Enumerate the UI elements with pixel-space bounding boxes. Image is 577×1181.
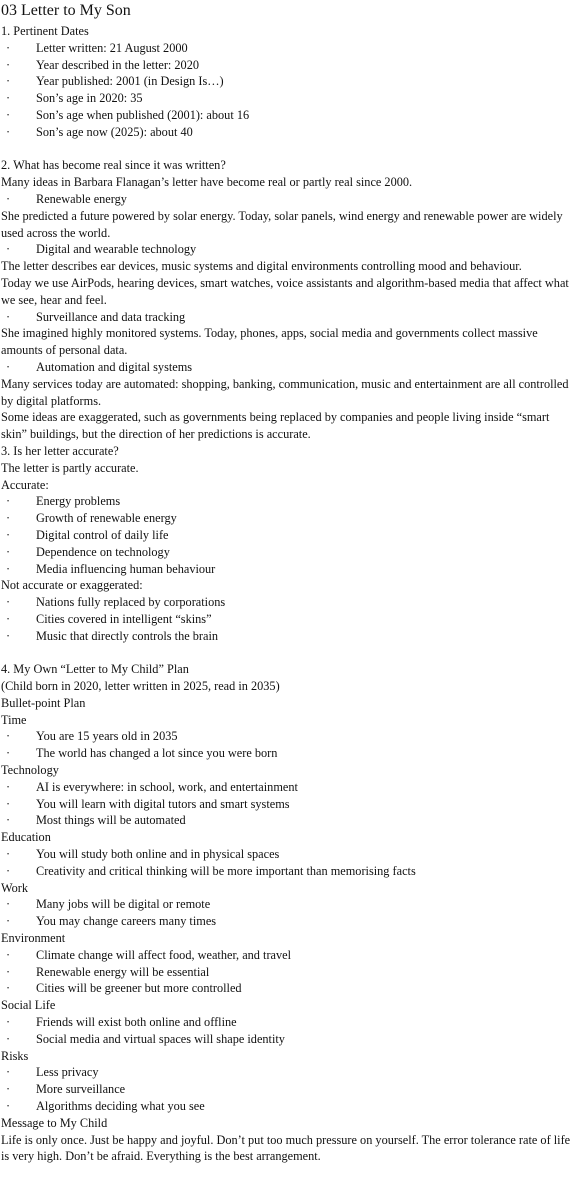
paragraph: Accurate: [1, 477, 49, 492]
bullet-icon: · [6, 914, 11, 929]
bullet-text: Many jobs will be digital or remote [36, 897, 211, 912]
bullet-item [1, 1098, 577, 1115]
bullet-item [1, 241, 577, 258]
paragraph: Today we use AirPods, hearing devices, smart watches, voice assistants and algorithm-based media that affect what we see, hear and feel. [1, 275, 569, 307]
bullet-item [1, 913, 577, 930]
bullet-text: You may change careers many times [36, 914, 217, 929]
paragraph: Education [1, 830, 51, 845]
paragraph: 2. What has become real since it was written? [1, 158, 226, 173]
bullet-text: Nations fully replaced by corporations [36, 595, 226, 610]
bullet-text: You will study both online and in physical spaces [36, 847, 280, 862]
bullet-item [1, 191, 577, 208]
bullet-text: Renewable energy will be essential [36, 964, 210, 979]
paragraph: Message to My Child [1, 1115, 108, 1130]
bullet-icon: · [6, 91, 11, 106]
paragraph: 3. Is her letter accurate? [1, 443, 119, 458]
bullet-item [1, 980, 577, 997]
bullet-item [1, 628, 577, 645]
bullet-text: Climate change will affect food, weather, and travel [36, 947, 292, 962]
blank-line [1, 141, 577, 158]
bullet-text: Algorithms deciding what you see [36, 1099, 205, 1113]
bullet-icon: · [6, 729, 11, 744]
bullet-text: Less privacy [36, 1065, 99, 1080]
bullet-item [1, 947, 577, 964]
bullet-icon: · [6, 40, 11, 55]
bullet-icon: · [6, 561, 11, 576]
paragraph: Technology [1, 763, 59, 778]
paragraph: The letter is partly accurate. [1, 460, 139, 475]
bullet-icon: · [6, 897, 11, 912]
bullet-item [1, 1014, 577, 1031]
bullet-item [1, 107, 577, 124]
bullet-icon: · [6, 1031, 11, 1046]
bullet-icon: · [6, 107, 11, 122]
bullet-item [1, 796, 577, 813]
paragraph: 4. My Own “Letter to My Child” Plan [1, 662, 189, 677]
bullet-text: Most things will be automated [36, 813, 186, 828]
bullet-text: Social media and virtual spaces will shape identity [36, 1031, 285, 1046]
bullet-icon: · [6, 595, 11, 610]
bullet-icon: · [6, 359, 11, 374]
bullet-text: Letter written: 21 August 2000 [36, 40, 188, 55]
paragraph: Environment [1, 931, 66, 946]
bullet-icon: · [6, 124, 11, 139]
bullet-item [1, 779, 577, 796]
bullet-icon: · [6, 1099, 11, 1113]
bullet-icon: · [6, 527, 11, 542]
bullet-item [1, 745, 577, 762]
bullet-icon: · [6, 494, 11, 509]
bullet-item [1, 544, 577, 561]
bullet-icon: · [6, 964, 11, 979]
bullet-item [1, 594, 577, 611]
bullet-text: The world has changed a lot since you were born [36, 746, 278, 761]
bullet-text: AI is everywhere: in school, work, and entertainment [36, 779, 298, 794]
bullet-text: Son’s age now (2025): about 40 [36, 124, 193, 139]
bullet-text: Digital and wearable technology [36, 242, 197, 257]
bullet-icon: · [6, 847, 11, 862]
paragraph: Time [1, 712, 27, 727]
bullet-icon: · [6, 947, 11, 962]
bullet-text: Growth of renewable energy [36, 511, 177, 526]
bullet-icon: · [6, 1065, 11, 1080]
bullet-item [1, 812, 577, 829]
bullet-icon: · [6, 57, 11, 72]
bullet-text: Music that directly controls the brain [36, 628, 219, 643]
paragraph: Risks [1, 1048, 29, 1063]
bullet-item [1, 1031, 577, 1048]
bullet-item [1, 1064, 577, 1081]
bullet-item [1, 73, 577, 90]
paragraph: Some ideas are exaggerated, such as governments being replaced by companies and people living inside “smart skin” buildings, but the direction of her predictions is accurate. [1, 410, 550, 442]
bullet-text: Creativity and critical thinking will be more important than memorising facts [36, 863, 416, 878]
bullet-text: Year published: 2001 (in Design Is…) [36, 74, 224, 89]
bullet-icon: · [6, 628, 11, 643]
paragraph: Bullet-point Plan [1, 695, 86, 710]
bullet-text: Year described in the letter: 2020 [36, 57, 200, 72]
paragraph: 1. Pertinent Dates [1, 24, 89, 38]
bullet-icon: · [6, 813, 11, 828]
bullet-icon: · [6, 796, 11, 811]
paragraph: (Child born in 2020, letter written in 2025, read in 2035) [1, 679, 280, 694]
bullet-item [1, 728, 577, 745]
bullet-text: Son’s age in 2020: 35 [36, 91, 143, 106]
bullet-icon: · [6, 309, 11, 324]
bullet-item [1, 510, 577, 527]
bullet-text: You are 15 years old in 2035 [36, 729, 178, 744]
bullet-icon: · [6, 242, 11, 257]
bullet-text: Automation and digital systems [36, 359, 193, 374]
bullet-icon: · [6, 1082, 11, 1097]
bullet-item [1, 846, 577, 863]
blank-line [1, 644, 577, 661]
bullet-text: You will learn with digital tutors and smart systems [36, 796, 290, 811]
bullet-text: Son’s age when published (2001): about 16 [36, 107, 250, 122]
bullet-icon: · [6, 981, 11, 996]
bullet-item [1, 1081, 577, 1098]
paragraph: She imagined highly monitored systems. Today, phones, apps, social media and governments collect massive amounts of personal data. [1, 326, 538, 358]
bullet-icon: · [6, 1015, 11, 1030]
bullet-item [1, 896, 577, 913]
bullet-icon: · [6, 863, 11, 878]
bullet-icon: · [6, 74, 11, 89]
bullet-item [1, 57, 577, 74]
bullet-text: Renewable energy [36, 191, 127, 206]
bullet-text: Media influencing human behaviour [36, 561, 216, 576]
bullet-item [1, 561, 577, 578]
bullet-text: Dependence on technology [36, 544, 170, 559]
bullet-item [1, 527, 577, 544]
bullet-text: Cities covered in intelligent “skins” [36, 611, 212, 626]
paragraph: Many ideas in Barbara Flanagan’s letter have become real or partly real since 2000. [1, 175, 413, 190]
bullet-item [1, 964, 577, 981]
paragraph: Many services today are automated: shopping, banking, communication, music and entertainment are all controlled by digital platforms. [1, 376, 569, 408]
bullet-text: Energy problems [36, 494, 121, 509]
bullet-item [1, 40, 577, 57]
bullet-item [1, 611, 577, 628]
bullet-text: More surveillance [36, 1082, 126, 1097]
bullet-icon: · [6, 191, 11, 206]
bullet-item [1, 309, 577, 326]
bullet-text: Friends will exist both online and offline [36, 1015, 237, 1030]
document-content [1, 23, 577, 1165]
bullet-text: Surveillance and data tracking [36, 309, 186, 324]
document-title: 03 Letter to My Son [1, 2, 131, 19]
bullet-item [1, 863, 577, 880]
bullet-text: Digital control of daily life [36, 527, 169, 542]
paragraph: She predicted a future powered by solar energy. Today, solar panels, wind energy and renewable power are widely used across the world. [1, 208, 563, 240]
bullet-icon: · [6, 779, 11, 794]
bullet-icon: · [6, 746, 11, 761]
paragraph: Life is only once. Just be happy and joyful. Don’t put too much pressure on yourself. The error tolerance rate of life is very high. Don’t be afraid. Everything is the best arrangement. [1, 1132, 571, 1164]
bullet-item [1, 124, 577, 141]
bullet-icon: · [6, 511, 11, 526]
bullet-icon: · [6, 544, 11, 559]
paragraph: The letter describes ear devices, music systems and digital environments controlling mood and behaviour. [1, 259, 522, 274]
paragraph: Not accurate or exaggerated: [1, 578, 143, 593]
bullet-text: Cities will be greener but more controlled [36, 981, 242, 996]
bullet-item [1, 90, 577, 107]
bullet-item [1, 359, 577, 376]
bullet-item [1, 493, 577, 510]
bullet-icon: · [6, 611, 11, 626]
paragraph: Social Life [1, 998, 56, 1013]
paragraph: Work [1, 880, 29, 895]
